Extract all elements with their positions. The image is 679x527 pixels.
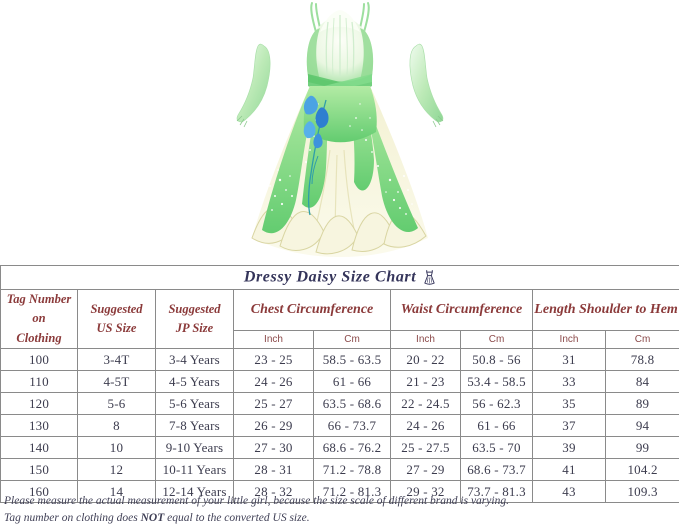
subheader-chest-cm: Cm bbox=[314, 330, 391, 348]
table-row bbox=[1, 349, 679, 371]
size-cell: 12 bbox=[78, 459, 156, 481]
size-cell: 24 - 26 bbox=[234, 371, 314, 393]
dress-icon bbox=[423, 269, 436, 286]
footnote-measure: Please measure the actual measurement of your little girl, because the size scale of different brand is varying. bbox=[4, 495, 509, 507]
size-cell: 120 bbox=[1, 393, 78, 415]
size-cell: 150 bbox=[1, 459, 78, 481]
size-cell: 9-10 Years bbox=[156, 437, 234, 459]
size-cell: 31 bbox=[533, 349, 606, 371]
size-chart-table bbox=[0, 265, 679, 503]
glove-left bbox=[237, 44, 270, 127]
size-cell: 71.2 - 78.8 bbox=[314, 459, 391, 481]
size-cell: 63.5 - 68.6 bbox=[314, 393, 391, 415]
size-cell: 94 bbox=[606, 415, 679, 437]
column-header-waist: Waist Circumference bbox=[391, 290, 533, 331]
size-cell: 58.5 - 63.5 bbox=[314, 349, 391, 371]
size-cell: 68.6 - 73.7 bbox=[461, 459, 533, 481]
column-header-chest: Chest Circumference bbox=[234, 290, 391, 331]
size-cell: 14 bbox=[78, 481, 156, 503]
size-cell: 39 bbox=[533, 437, 606, 459]
size-cell: 100 bbox=[1, 349, 78, 371]
subheader-length-inch: Inch bbox=[533, 330, 606, 348]
column-header-us-size: Suggested US Size bbox=[78, 290, 156, 349]
size-cell: 29 - 32 bbox=[391, 481, 461, 503]
size-cell: 140 bbox=[1, 437, 78, 459]
subheader-chest-inch: Inch bbox=[234, 330, 314, 348]
size-cell: 25 - 27 bbox=[234, 393, 314, 415]
size-cell: 68.6 - 76.2 bbox=[314, 437, 391, 459]
size-cell: 3-4 Years bbox=[156, 349, 234, 371]
size-cell: 41 bbox=[533, 459, 606, 481]
size-cell: 27 - 30 bbox=[234, 437, 314, 459]
size-cell: 56 - 62.3 bbox=[461, 393, 533, 415]
size-cell: 25 - 27.5 bbox=[391, 437, 461, 459]
column-header-tag-number: Tag Number on Clothing bbox=[1, 290, 78, 349]
size-cell: 20 - 22 bbox=[391, 349, 461, 371]
subheader-length-cm: Cm bbox=[606, 330, 679, 348]
size-cell: 66 - 73.7 bbox=[314, 415, 391, 437]
size-cell: 21 - 23 bbox=[391, 371, 461, 393]
title-row bbox=[1, 266, 679, 290]
size-cell: 8 bbox=[78, 415, 156, 437]
size-cell: 160 bbox=[1, 481, 78, 503]
size-cell: 73.7 - 81.3 bbox=[461, 481, 533, 503]
size-cell: 7-8 Years bbox=[156, 415, 234, 437]
size-cell: 26 - 29 bbox=[234, 415, 314, 437]
size-cell: 109.3 bbox=[606, 481, 679, 503]
size-cell: 27 - 29 bbox=[391, 459, 461, 481]
size-cell: 130 bbox=[1, 415, 78, 437]
size-cell: 61 - 66 bbox=[461, 415, 533, 437]
dress-bodice bbox=[306, 10, 372, 82]
size-cell: 4-5T bbox=[78, 371, 156, 393]
size-table-body bbox=[1, 349, 679, 503]
table-row bbox=[1, 393, 679, 415]
size-cell: 22 - 24.5 bbox=[391, 393, 461, 415]
subheader-waist-inch: Inch bbox=[391, 330, 461, 348]
size-cell: 28 - 31 bbox=[234, 459, 314, 481]
dress-illustration bbox=[220, 0, 460, 265]
size-cell: 61 - 66 bbox=[314, 371, 391, 393]
size-cell: 89 bbox=[606, 393, 679, 415]
size-cell: 78.8 bbox=[606, 349, 679, 371]
size-cell: 50.8 - 56 bbox=[461, 349, 533, 371]
size-cell: 5-6 bbox=[78, 393, 156, 415]
size-cell: 43 bbox=[533, 481, 606, 503]
size-cell: 71.2 - 81.3 bbox=[314, 481, 391, 503]
size-chart-title-cell bbox=[1, 266, 679, 290]
table-row bbox=[1, 371, 679, 393]
size-cell: 35 bbox=[533, 393, 606, 415]
size-cell: 24 - 26 bbox=[391, 415, 461, 437]
size-cell: 10 bbox=[78, 437, 156, 459]
table-row bbox=[1, 459, 679, 481]
footnotes bbox=[4, 493, 674, 527]
size-cell: 12-14 Years bbox=[156, 481, 234, 503]
subheader-waist-cm: Cm bbox=[461, 330, 533, 348]
size-cell: 99 bbox=[606, 437, 679, 459]
size-cell: 37 bbox=[533, 415, 606, 437]
header-row bbox=[1, 290, 679, 331]
table-row bbox=[1, 415, 679, 437]
size-cell: 63.5 - 70 bbox=[461, 437, 533, 459]
size-cell: 33 bbox=[533, 371, 606, 393]
footnote-tag-number: Tag number on clothing does NOT equal to the converted US size. bbox=[4, 512, 310, 524]
size-cell: 53.4 - 58.5 bbox=[461, 371, 533, 393]
size-cell: 4-5 Years bbox=[156, 371, 234, 393]
column-header-length: Length Shoulder to Hem bbox=[533, 290, 679, 331]
size-cell: 104.2 bbox=[606, 459, 679, 481]
size-cell: 110 bbox=[1, 371, 78, 393]
size-cell: 3-4T bbox=[78, 349, 156, 371]
size-cell: 5-6 Years bbox=[156, 393, 234, 415]
table-row bbox=[1, 437, 679, 459]
size-cell: 84 bbox=[606, 371, 679, 393]
size-cell: 10-11 Years bbox=[156, 459, 234, 481]
column-header-jp-size: Suggested JP Size bbox=[156, 290, 234, 349]
size-cell: 28 - 32 bbox=[234, 481, 314, 503]
size-cell: 23 - 25 bbox=[234, 349, 314, 371]
glove-right bbox=[409, 44, 442, 127]
size-chart-title: Dressy Daisy Size Chart bbox=[243, 268, 417, 286]
